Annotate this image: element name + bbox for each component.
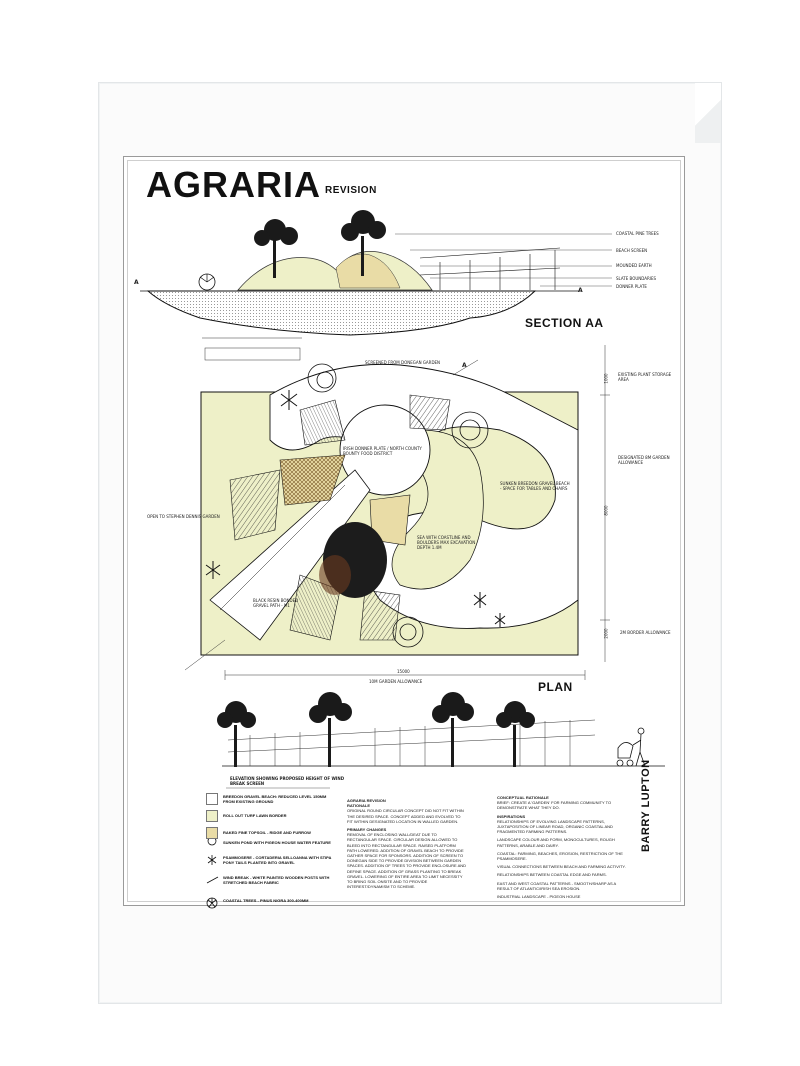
notes-heading: PRIMARY CHANGES [347,827,387,833]
notes-body: INDUSTRIAL LANDSCAPE - PIGEON HOUSE [497,894,581,900]
plan-label-beach: SUNKEN BREEDON GRAVEL BEACH - SPACE FOR TABLES AND CHAIRS [500,481,570,491]
elevation-drawing [217,692,665,767]
plan-dim-3: 2000 [603,628,609,639]
plan-label-border: 2M BORDER ALLOWANCE [620,630,671,635]
plan-label-screened: SCREENED FROM DONEGAN GARDEN [365,360,441,365]
page-subtitle: REVISION [325,185,377,196]
plan-label-garden-allowance: 10M GARDEN ALLOWANCE [369,679,423,684]
plan-label-sea: SEA WITH COASTLINE AND BOULDERS MAX EXCAVATION DEPTH 1.4M [417,535,476,550]
section-label-slate: SLATE BOUNDARIES [616,276,657,281]
notes-body: VISUAL CONNECTIONS BETWEEN BEACH AND FARMING ACTIVITY. [497,864,626,870]
notes-body: REMOVAL OF ENCLOSING WALL/DEAT DUE TO RECTANGULAR SPACE. CIRCULAR DESIGN ALLOWED TO BLEED INTO RECTANGULAR SPACE. RAISED PLATFORM PATH LOWERED. ADDITION OF GRAVEL BEACH TO PROVIDE GATHER SPACE FOR SPONSORS. ADDITION OF SCREEN TO DONEGAN SIDE TO PROVIDE DIVISION BETWEEN GARDEN SPACES. ADDITION OF TREES TO PROVIDE ENCLOSURE AND DEFINE SPACE. ADDITION OF GRASS PLANTING TO BREAK GRAVEL. LOWERING OF ENTIRE AREA TO LIMIT NECESSITY TO BRING SOIL ONSITE AND TO PROVIDE INTEREST/DYNAMISM TO SCHEME. [347,832,467,890]
plan-label-open-to: OPEN TO STEPHEN DENNIS GARDEN [147,514,220,519]
section-label-screen: BEACH SCREEN [616,248,648,253]
page-title: AGRARIA [146,164,321,205]
section-label-pine: COASTAL PINE TREES [616,231,659,236]
section-marker-right: A [578,287,583,294]
plan-dim-1: 1000 [603,373,609,384]
notes-heading: AGRARIA REVISION [347,798,386,803]
notes-body: ORIGINAL ROUND CIRCULAR CONCEPT DID NOT FIT WITHIN THE DESIRED SPACE. CONCEPT ADDED AND EVOLVED TO FIT WITHIN DESIGNATED LOCATION IN WALLED GARDEN. [347,808,464,824]
plan-heading: PLAN [538,680,573,694]
notes-body: COASTAL: FARMING, BEACHES, EROSION, RESTRICTION OF THE PSAMMOSERE. [497,850,623,862]
plan-dim-2: 8000 [603,505,609,516]
notes-concept [497,795,629,899]
plan-label-path: BLACK RESIN BONDED GRAVEL PATH - M1 [253,598,299,608]
elevation-caption: ELEVATION SHOWING PROPOSED HEIGHT OF WIND BREAK SCREEN [230,776,345,786]
legend-swatch-topsoil [206,827,218,839]
plan-label-storage: EXISTING PLANT STORAGE AREA [618,372,672,382]
notes-heading: CONCEPTUAL RATIONALE [497,795,549,800]
plan-label-district: IRISH DONNER PLATE / NORTH COUNTY BOUNTY FOOD DISTRICT [343,446,422,456]
section-label-earth: MOUNDED EARTH [616,263,652,268]
section-label-donner: DONNER PLATE [616,284,647,289]
section-heading: SECTION AA [525,316,604,330]
plan-label-allowance: DESIGNATED 8M GARDEN ALLOWANCE [618,455,670,465]
legend-swatch-gravel [206,793,218,805]
notes-heading: RATIONALE [347,803,371,809]
notes-rationale [347,798,467,889]
notes-body: EAST AND WEST COASTAL PATTERNS - SMOOTH/SHARP AS A RESULT OF ATLANTIC/IRISH SEA EROSION. [497,880,616,891]
notes-body: LANDSCAPE COLOUR AND FORM, MONOCULTURES, ROUGH PATTERNS, ARABLE AND DAIRY. [497,837,615,848]
legend-swatch-turf [206,810,218,822]
section-marker-left: A [134,279,139,286]
notes-body: RELATIONSHIPS OF EVOLVING LANDSCAPE PATTERNS, JUXTAPOSITION OF LINEAR ROAD, ORGANIC COASTAL AND FRAGMENTED FARMING PATTERNS. [497,818,613,835]
plan-dim-width: 15000 [397,669,410,674]
author-name: BARRY LUPTON [640,759,652,852]
notes-body: RELATIONSHIPS BETWEEN COASTAL EDGE AND FARMS. [497,872,607,878]
notes-body: BRIEF: CREATE A 'GARDEN' FOR FARMING COMMUNITY TO DEMONSTRATE WHAT THEY DO. [497,800,612,811]
legend-symbols [207,837,218,908]
plan-drawing [185,338,610,680]
notes-heading: INSPIRATIONS [497,813,526,819]
plan-marker: A [462,362,467,369]
